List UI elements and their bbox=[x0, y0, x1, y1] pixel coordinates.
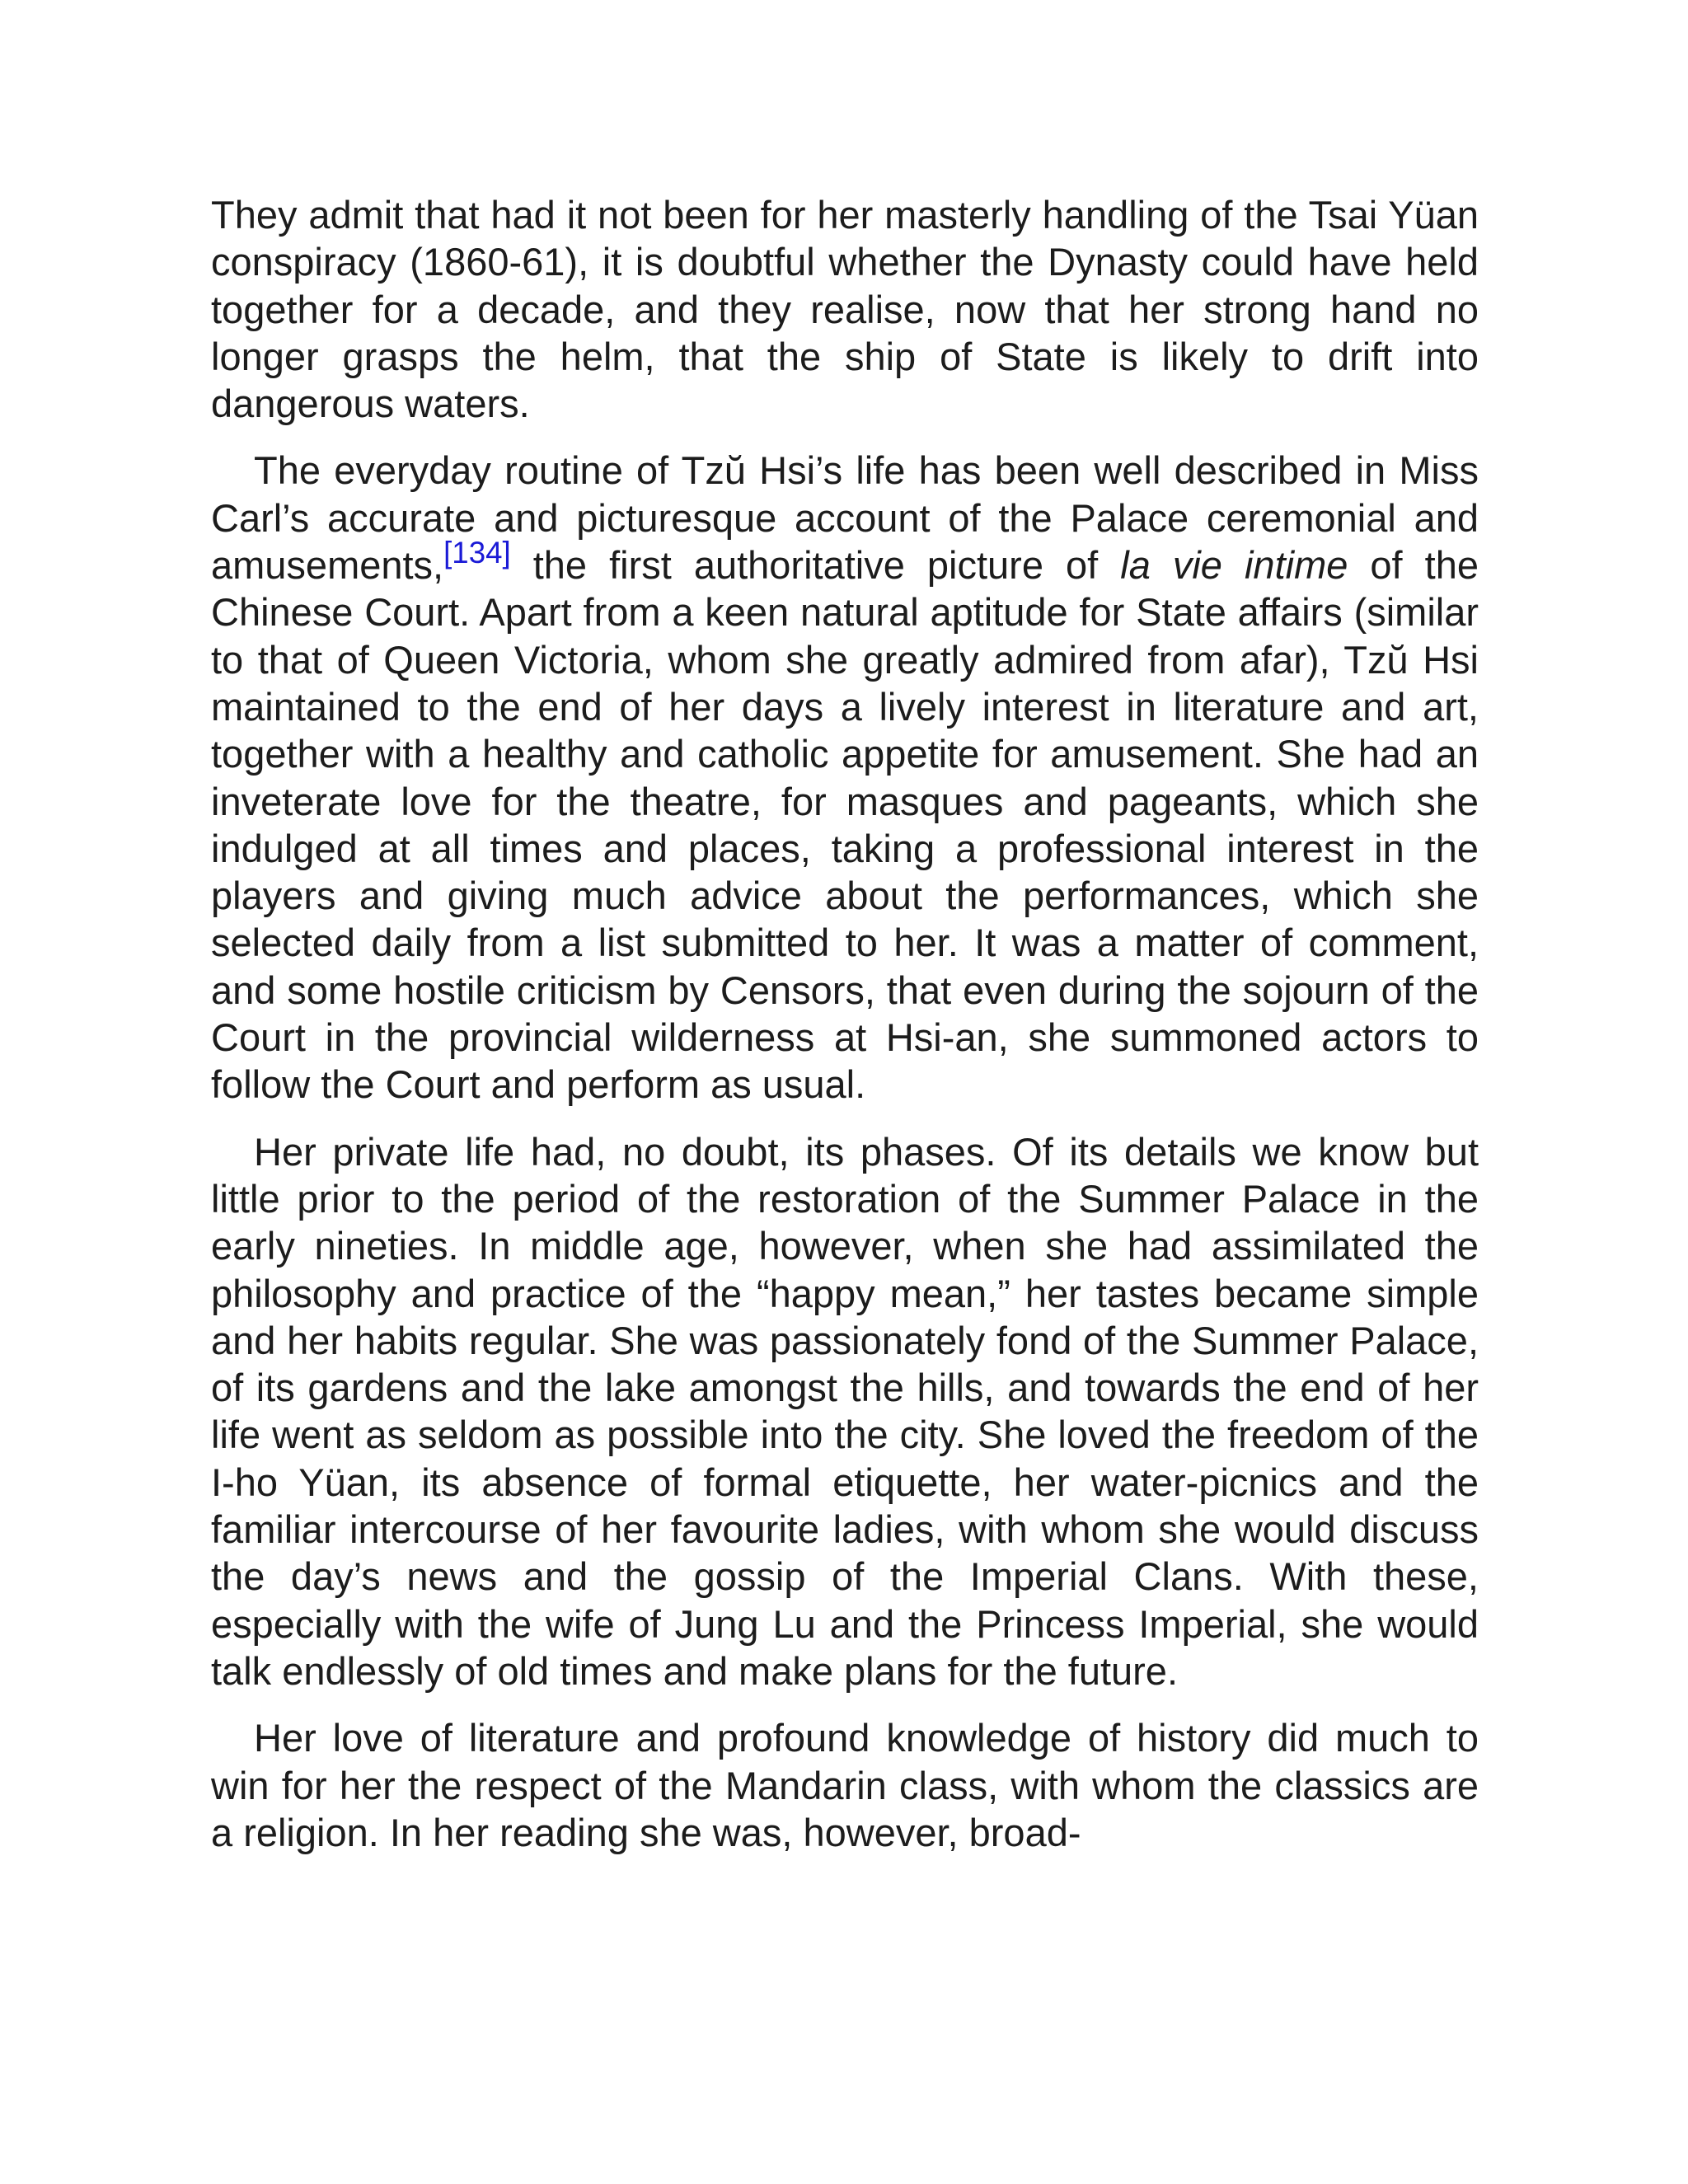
paragraph-2-text-rest: of the Chinese Court. Apart from a keen natural aptitude for State affairs (similar to that of Queen Victoria, whom she greatly admired from afar), Tzŭ Hsi maintained to the end of her days a lively interest in literature and art, together with a healthy and catholic appetite for amusement. She had an inveterate love for the theatre, for masques and pageants, which she indulged at all times and places, taking a professional interest in the players and giving much advice about the performances, which she selected daily from a list submitted to her. It was a matter of comment, and some hostile criticism by Censors, that even during the sojourn of the Court in the provincial wilderness at Hsi-an, she summoned actors to follow the Court and perform as usual. bbox=[211, 543, 1479, 1107]
paragraph-1-text: They admit that had it not been for her masterly handling of the Tsai Yüan conspiracy (1860-61), it is doubtful whether the Dynasty could have held together for a decade, and they realise, now that her strong hand no longer grasps the helm, that the ship of State is likely to drift into dangerous waters. bbox=[211, 193, 1479, 426]
paragraph-1 bbox=[211, 191, 1479, 427]
paragraph-4-text: Her love of literature and profound knowledge of history did much to win for her the respect of the Mandarin class, with whom the classics are a religion. In her reading she was, however, broad- bbox=[211, 1716, 1479, 1854]
paragraph-3-text: Her private life had, no doubt, its phases. Of its details we know but little prior to the period of the restoration of the Summer Palace in the early nineties. In middle age, however, when she had assimilated the philosophy and practice of the “happy mean,” her tastes became simple and her habits regular. She was passionately fond of the Summer Palace, of its gardens and the lake amongst the hills, and towards the end of her life went as seldom as possible into the city. She loved the freedom of the I-ho Yüan, its absence of formal etiquette, her water-picnics and the familiar intercourse of her favourite ladies, with whom she would discuss the day’s news and the gossip of the Imperial Clans. With these, especially with the wife of Jung Lu and the Princess Imperial, she would talk endlessly of old times and make plans for the future. bbox=[211, 1129, 1479, 1693]
paragraph-2-text-before-ref: The everyday routine of Tzŭ Hsi’s life has been well described in Miss Carl’s accurate and picturesque account of the Palace ceremonial and amusements, bbox=[211, 448, 1479, 588]
page-body bbox=[211, 191, 1479, 1876]
footnote-link-134[interactable]: [134] bbox=[443, 536, 511, 570]
paragraph-4 bbox=[211, 1714, 1479, 1856]
paragraph-2-italic-phrase: la vie intime bbox=[1120, 543, 1348, 588]
paragraph-2-text-after-ref: the first authoritative picture of bbox=[510, 543, 1121, 588]
paragraph-3 bbox=[211, 1128, 1479, 1695]
paragraph-2 bbox=[211, 447, 1479, 1108]
